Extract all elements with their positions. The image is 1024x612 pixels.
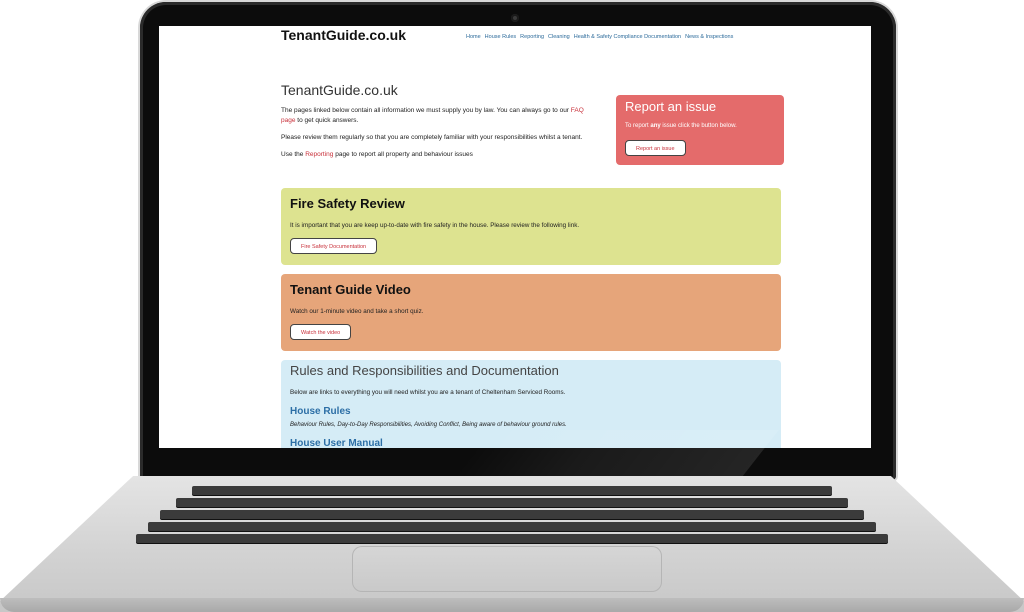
- site-header: [281, 26, 761, 50]
- rules-heading: Rules and Responsibilities and Documentation: [290, 363, 559, 378]
- intro-paragraph-2: Please review them regularly so that you are completely familiar with your responsibilities whilst a tenant.: [281, 134, 583, 141]
- tenant-video-panel: [281, 274, 781, 351]
- key-row: [120, 522, 904, 531]
- reporting-link[interactable]: Reporting: [305, 151, 334, 158]
- report-issue-card: [616, 95, 784, 165]
- nav-reporting[interactable]: Reporting: [520, 34, 545, 40]
- page-title: TenantGuide.co.uk: [281, 82, 398, 98]
- touchpad: [352, 546, 662, 592]
- fire-safety-documentation-button[interactable]: Fire Safety Documentation: [290, 238, 377, 254]
- house-rules-link[interactable]: House Rules: [290, 406, 351, 417]
- laptop-screen: [159, 26, 871, 448]
- intro-paragraph-3: [281, 150, 596, 160]
- intro-text: to get quick answers.: [295, 117, 359, 124]
- report-text-emphasis: any: [650, 123, 661, 129]
- nav-house-rules[interactable]: House Rules: [484, 34, 517, 40]
- key-row: [120, 486, 904, 495]
- tenant-video-text: Watch our 1-minute video and take a short quiz.: [290, 308, 424, 315]
- website: [159, 26, 871, 448]
- report-text: [625, 123, 737, 129]
- key-row: [120, 510, 904, 519]
- intro-text: page to report all property and behaviour issues: [333, 151, 473, 158]
- letter-keys: [160, 510, 864, 519]
- report-issue-button[interactable]: Report an issue: [625, 140, 686, 156]
- nav-cleaning[interactable]: Cleaning: [548, 34, 570, 40]
- intro-text: The pages linked below contain all information we must supply you by law. You can always go to our: [281, 107, 571, 114]
- rules-panel: [281, 360, 781, 448]
- watch-video-button[interactable]: Watch the video: [290, 324, 351, 340]
- key-row: [120, 498, 904, 507]
- site-logo[interactable]: TenantGuide.co.uk: [281, 27, 406, 43]
- nav-news-inspections[interactable]: News & Inspections: [685, 34, 734, 40]
- fire-safety-text: It is important that you are keep up-to-date with fire safety in the house. Please review the following link.: [290, 222, 580, 229]
- nav-health-safety[interactable]: Health & Safety Compliance Documentation: [573, 34, 682, 40]
- intro-text: Use the: [281, 151, 306, 158]
- intro-section: [281, 82, 596, 167]
- keyboard: [120, 486, 904, 542]
- tenant-video-heading: Tenant Guide Video: [290, 282, 411, 297]
- house-rules-description: Behaviour Rules, Day-to-Day Responsibilities, Avoiding Conflict, Being aware of behaviour ground rules.: [290, 422, 567, 428]
- rules-text: Below are links to everything you will need whilst you are a tenant of Cheltenham Serviced Rooms.: [290, 389, 566, 396]
- laptop-lid: [140, 2, 896, 480]
- faq-link[interactable]: FAQ page: [281, 107, 584, 124]
- fire-safety-panel: [281, 188, 781, 265]
- nav-home[interactable]: Home: [466, 34, 481, 40]
- key-row: [120, 534, 904, 543]
- webcam-icon: [511, 14, 519, 22]
- function-keys: [192, 486, 832, 495]
- letter-keys: [148, 522, 876, 531]
- report-text-part: To report: [625, 123, 651, 129]
- fire-safety-heading: Fire Safety Review: [290, 196, 405, 211]
- report-text-part: issue click the button below.: [660, 123, 737, 129]
- intro-paragraph-1: [281, 106, 596, 126]
- letter-keys: [136, 534, 888, 543]
- report-heading: Report an issue: [625, 99, 717, 114]
- number-keys: [176, 498, 848, 507]
- house-user-manual-link[interactable]: House User Manual: [290, 438, 383, 448]
- laptop-base-edge: [0, 598, 1024, 612]
- main-nav: [466, 34, 733, 40]
